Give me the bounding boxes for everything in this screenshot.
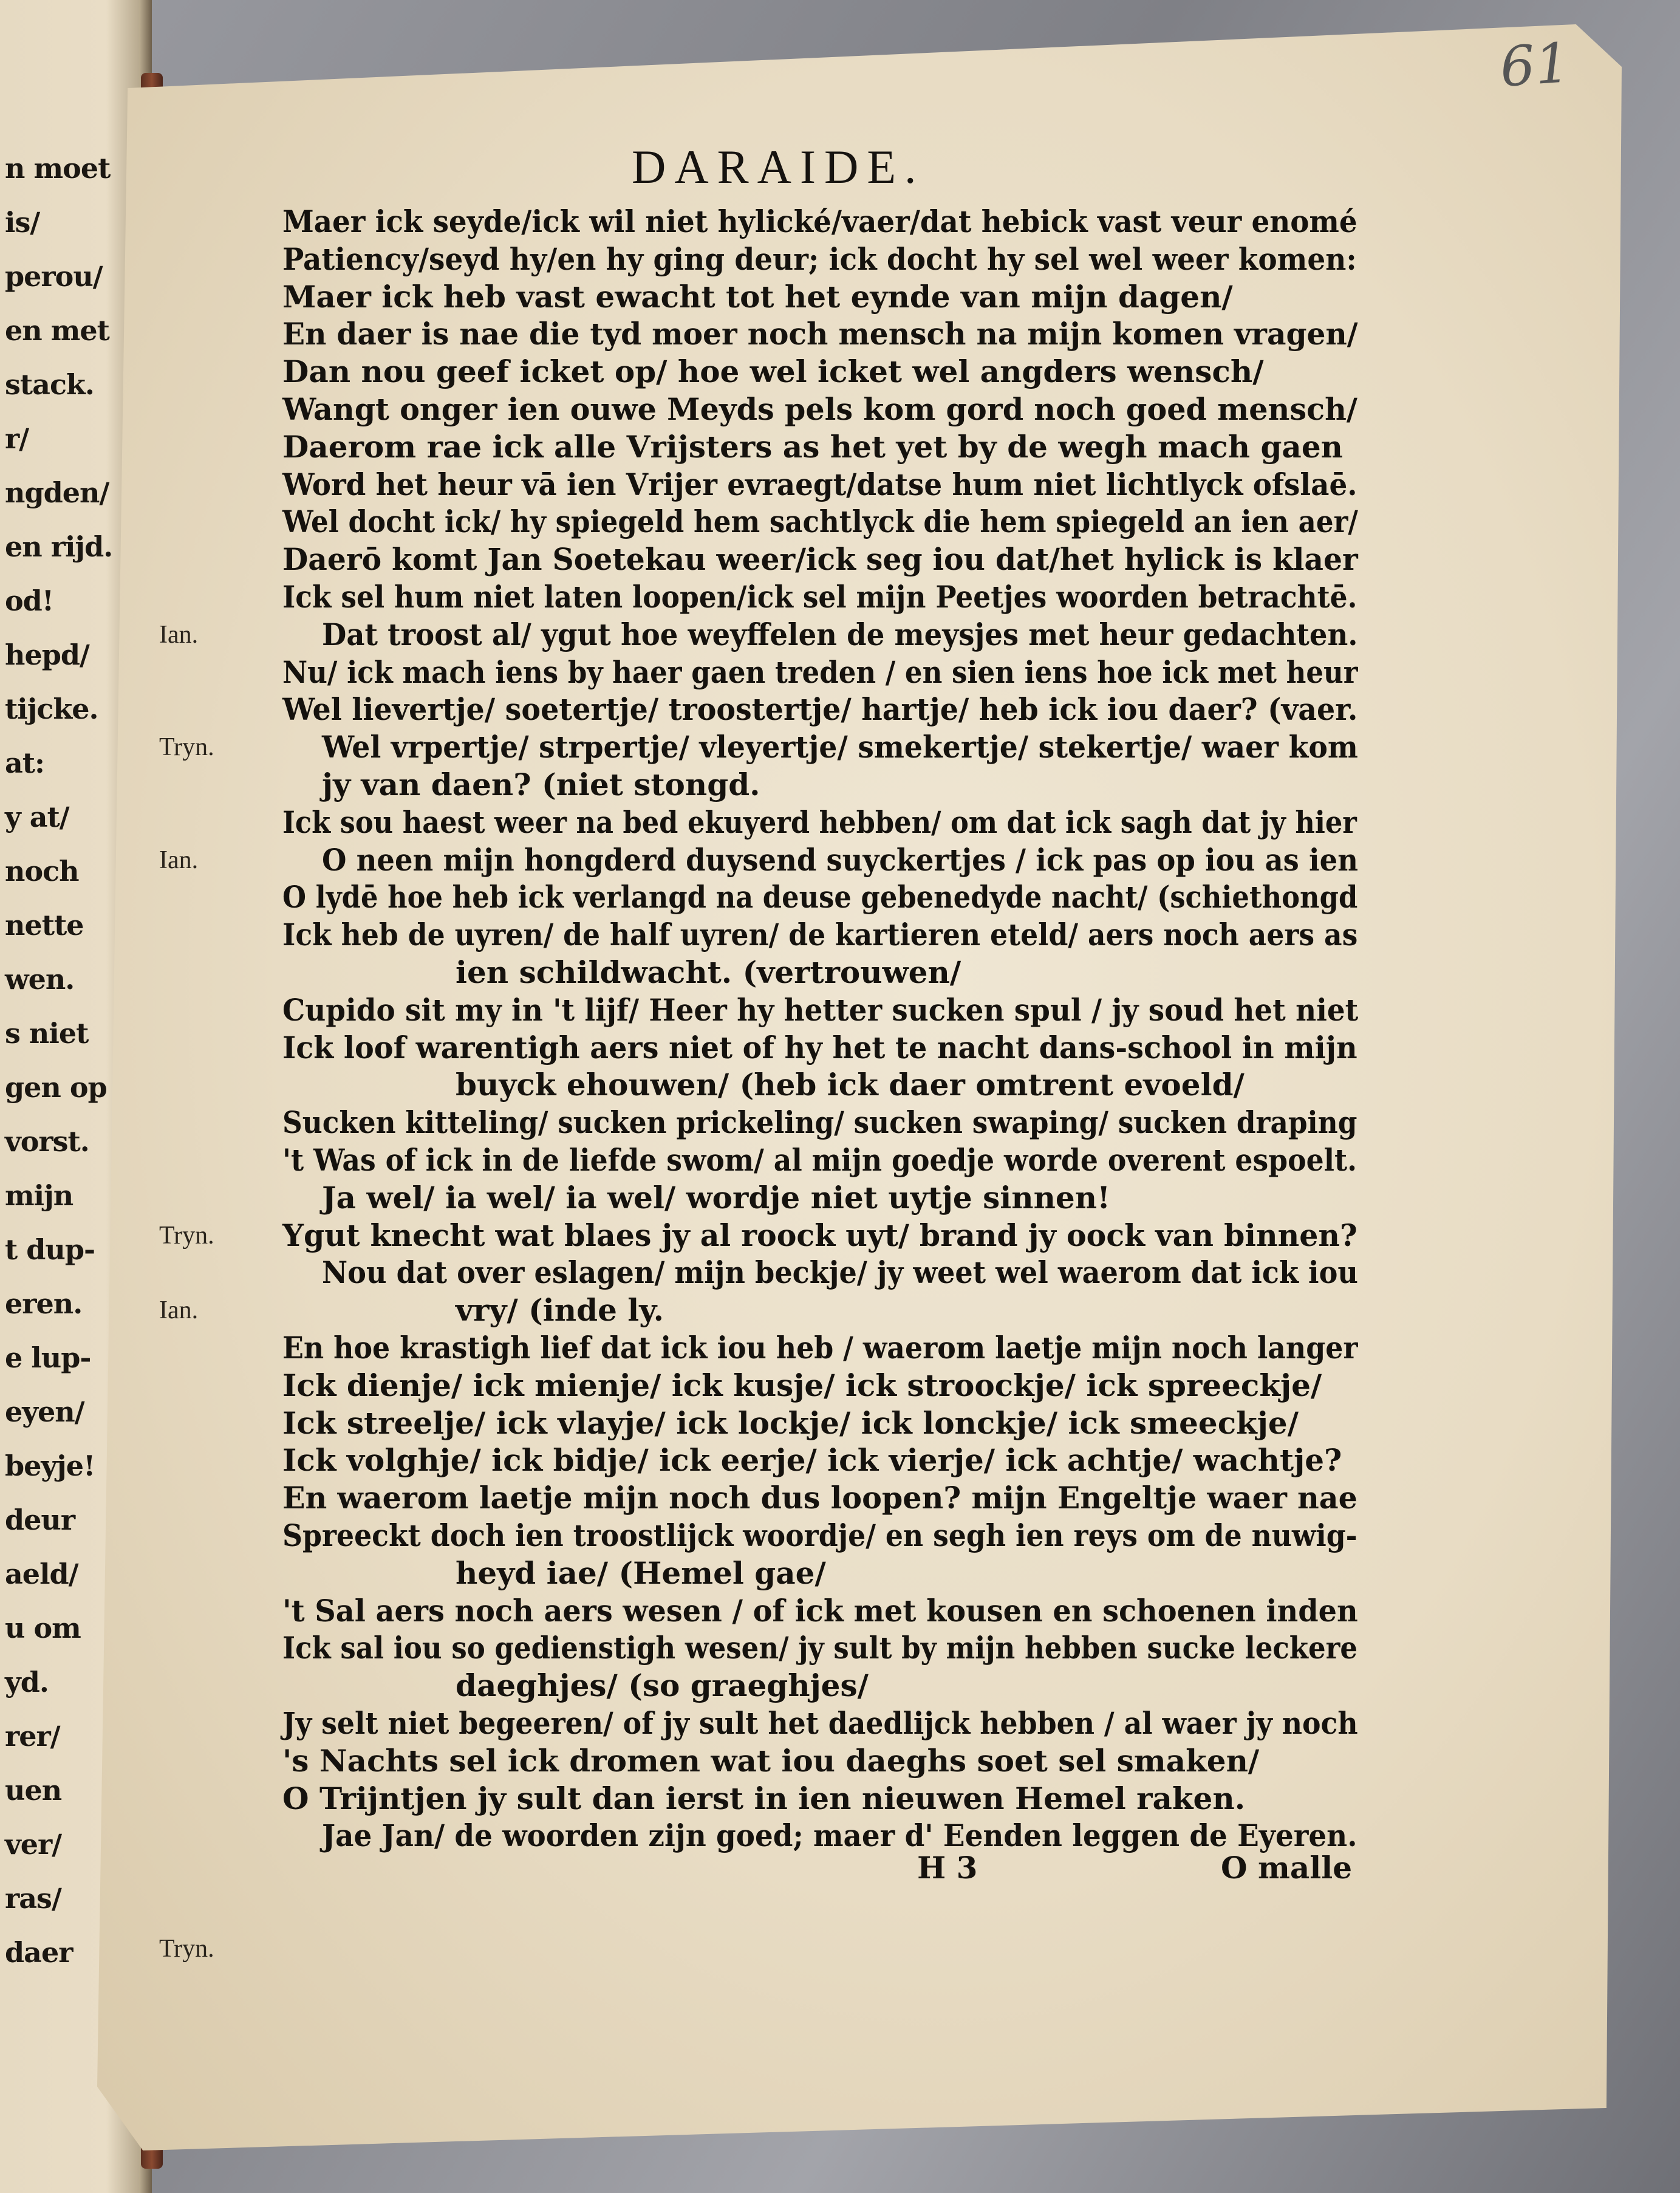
text-line: Nou dat over eslagen/ mijn beckje/ jy weet wel waerom dat ick iou [322,1254,1358,1291]
text-line: buyck ehouwen/ (heb ick daer omtrent evoeld/ [456,1067,1245,1103]
left-page-fragment: eren. [5,1287,83,1320]
catchword: O malle [1221,1850,1353,1886]
text-line: Ick volghje/ ick bidje/ ick eerje/ ick vierje/ ick achtje/ wachtje? [282,1442,1342,1479]
left-page-fragment: ras/ [5,1882,61,1915]
text-line: Nu/ ick mach iens by haer gaen treden / en sien iens hoe ick met heur [282,654,1358,690]
text-line: Ick loof warentigh aers niet of hy het te nacht dans-school in mijn [282,1029,1357,1066]
text-line: En daer is nae die tyd moer noch mensch na mijn komen vragen/ [282,316,1358,352]
text-line: Wel lievertje/ soetertje/ troostertje/ hartje/ heb ick iou daer? (vaer. [282,691,1358,728]
left-page-fragment: tijcke. [5,693,98,725]
text-line: Maer ick heb vast ewacht tot het eynde van mijn dagen/ [282,278,1233,315]
text-line: 's Nachts sel ick dromen wat iou daeghs soet sel smaken/ [282,1742,1260,1779]
left-page-fragment: noch [5,855,79,888]
left-page-fragment: yd. [5,1666,49,1699]
text-line: O lydē hoe heb ick verlangd na deuse gebenedyde nacht/ (schiethongd [282,879,1358,915]
text-line: Daerō komt Jan Soetekau weer/ick seg iou dat/het hylick is klaer [282,541,1358,578]
speaker-label: Ian. [159,620,199,649]
left-page-fragment: eyen/ [5,1395,84,1428]
text-line: Ick sou haest weer na bed ekuyerd hebben/ om dat ick sagh dat jy hier [282,804,1357,840]
text-line: 't Was of ick in de liefde swom/ al mijn goedje worde overent espoelt. [282,1142,1357,1178]
left-page-fragment: stack. [5,368,94,401]
left-page-fragment: en rijd. [5,530,113,563]
left-page-fragment: u om [5,1612,81,1644]
text-line: Dat troost al/ ygut hoe weyffelen de meysjes met heur gedachten. [322,616,1358,652]
left-page-fragment: n moet [5,152,111,185]
text-line: Dan nou geef icket op/ hoe wel icket wel angders wensch/ [282,354,1264,390]
text-line: ien schildwacht. (vertrouwen/ [456,954,961,990]
text-line: Ick streelje/ ick vlayje/ ick lockje/ ick lonckje/ ick smeeckje/ [282,1404,1299,1441]
text-line: 't Sal aers noch aers wesen / of ick met kousen en schoenen inden [282,1592,1358,1629]
left-page-fragment: ngden/ [5,476,109,509]
folio-number: 61 [1498,31,1572,100]
text-line: Wel vrpertje/ strpertje/ vleyertje/ smekertje/ stekertje/ waer kom [322,729,1358,765]
left-page-fragment: r/ [5,422,29,455]
speaker-label: Tryn. [159,733,214,762]
left-page-fragment: ver/ [5,1828,62,1861]
text-line: En hoe krastigh lief dat ick iou heb / waerom laetje mijn noch langer [282,1330,1358,1366]
text-line: Ick heb de uyren/ de half uyren/ de kartieren eteld/ aers noch aers as [282,917,1358,953]
left-page-fragment: hepd/ [5,638,89,671]
left-page-fragment: t dup- [5,1233,95,1266]
left-page-fragment: beyje! [5,1449,95,1482]
left-page-fragment: mijn [5,1179,73,1212]
text-line: Jy selt niet begeeren/ of jy sult het daedlijck hebben / al waer jy noch [282,1705,1358,1741]
left-page-fragment: e lup- [5,1341,91,1374]
text-line: Jae Jan/ de woorden zijn goed; maer d' Eenden leggen de Eyeren. [322,1818,1357,1854]
speaker-label: Ian. [159,1296,199,1325]
text-line: Maer ick seyde/ick wil niet hylické/vaer/dat hebick vast veur enomé [282,204,1357,239]
speaker-label: Ian. [159,846,199,874]
left-page-fragment: od! [5,584,54,617]
running-header: DARAIDE. [632,140,925,193]
left-page-fragment: daer [5,1936,73,1969]
text-line: heyd iae/ (Hemel gae/ [456,1555,826,1591]
text-line: O neen mijn hongderd duysend suyckertjes / ick pas op iou as ien [322,841,1358,878]
text-line: Wel docht ick/ hy spiegeld hem sachtlyck die hem spiegeld an ien aer/ [282,504,1358,540]
left-page-fragment: uen [5,1774,62,1807]
left-page-fragment: perou/ [5,260,103,293]
text-line: Sucken kitteling/ sucken prickeling/ sucken swaping/ sucken draping [282,1104,1357,1141]
text-line: jy van daen? (niet stongd. [322,767,760,802]
left-page-fragment: aeld/ [5,1558,78,1590]
text-line: vry/ (inde ly. [456,1292,664,1329]
signature-mark: H 3 [917,1850,978,1886]
text-line: Spreeckt doch ien troostlijck woordje/ en segh ien reys om de nuwig- [282,1517,1357,1553]
text-line: Daerom rae ick alle Vrijsters as het yet by de wegh mach gaen [282,428,1343,465]
text-line: Ick sel hum niet laten loopen/ick sel mijn Peetjes woorden betrachtē. [282,579,1357,615]
left-page-fragment: y at/ [5,801,69,833]
left-page-fragment: nette [5,909,84,942]
text-line: daeghjes/ (so graeghjes/ [456,1668,869,1704]
speaker-label: Tryn. [159,1934,214,1963]
text-line: Ja wel/ ia wel/ ia wel/ wordje niet uytje sinnen! [322,1179,1111,1216]
text-line: Ick sal iou so gedienstigh wesen/ jy sult by mijn hebben sucke leckere [282,1630,1358,1666]
text-line: Wangt onger ien ouwe Meyds pels kom gord noch goed mensch/ [282,391,1357,427]
text-line: O Trijntjen jy sult dan ierst in ien nieuwen Hemel raken. [282,1780,1246,1816]
left-page-fragment: vorst. [5,1125,89,1158]
text-line: Patiency/seyd hy/en hy ging deur; ick docht hy sel wel weer komen: [282,241,1357,277]
speaker-label: Tryn. [159,1221,214,1250]
left-page-fragment: wen. [5,963,75,996]
text-line: Ick dienje/ ick mienje/ ick kusje/ ick stroockje/ ick spreeckje/ [282,1367,1322,1403]
left-page-fragment: is/ [5,206,40,239]
left-page-fragment: gen op [5,1071,107,1104]
left-page-fragment: en met [5,314,109,347]
left-page-fragment: s niet [5,1017,89,1050]
text-line: Ygut knecht wat blaes jy al roock uyt/ brand jy oock van binnen? [282,1217,1357,1253]
text-line: Cupido sit my in 't lijf/ Heer hy hetter sucken spul / jy soud het niet [282,991,1359,1028]
left-page-fragment: deur [5,1504,75,1536]
text-line: En waerom laetje mijn noch dus loopen? mijn Engeltje waer nae [282,1480,1357,1516]
text-line: Word het heur vā ien Vrijer evraegt/datse hum niet lichtlyck ofslaē. [282,466,1357,502]
left-page-fragment: rer/ [5,1720,60,1753]
left-page-fragment: at: [5,747,45,779]
